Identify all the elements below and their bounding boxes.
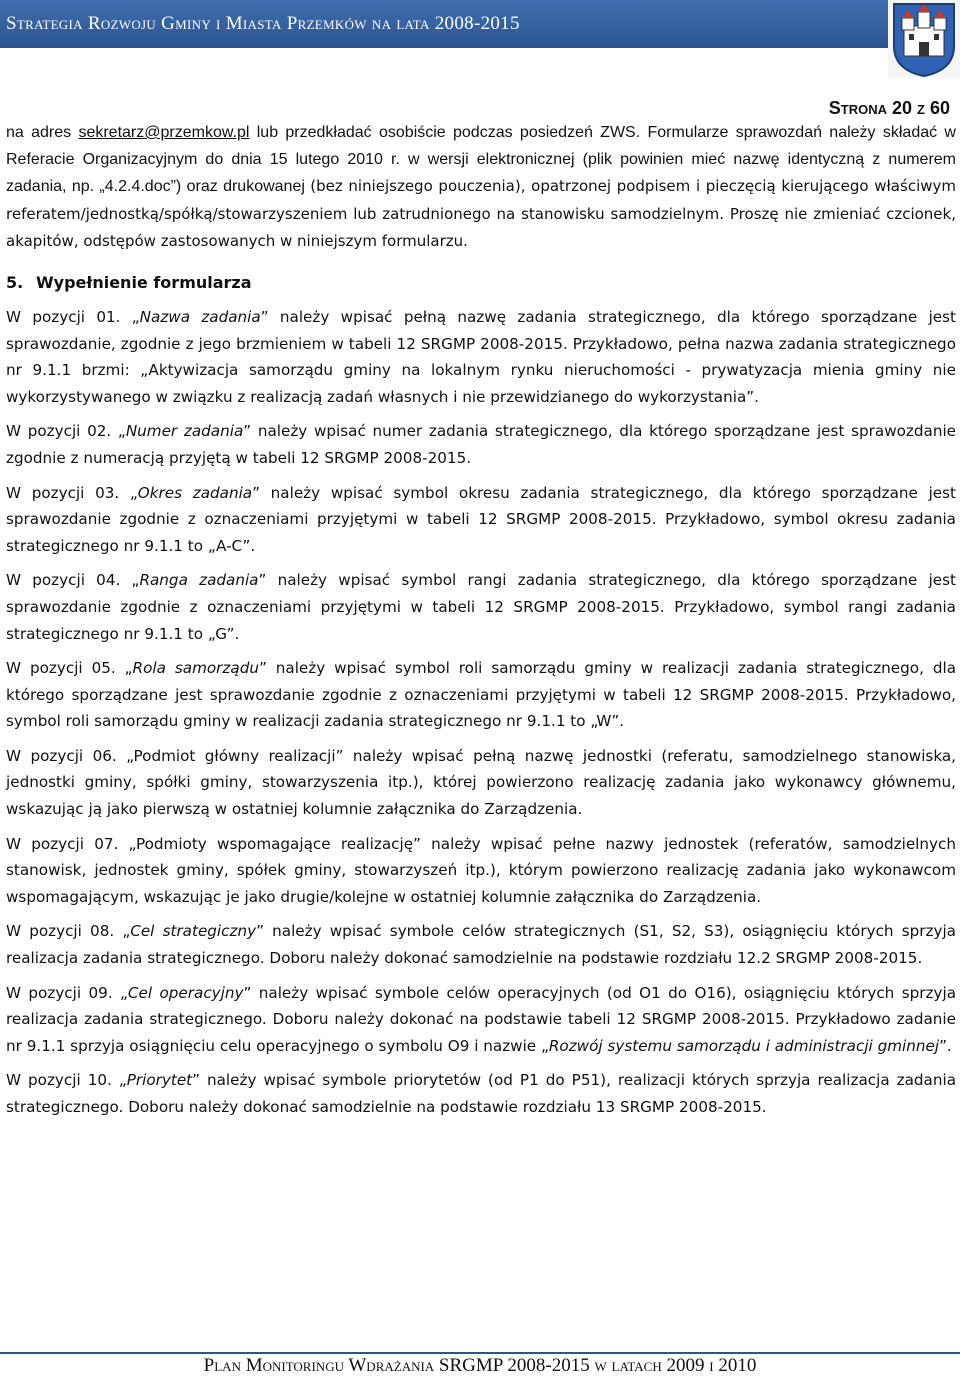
item-text: Podmiot główny realizacji” należy wpisać pełną nazwę jednostki (referatu, samodzielnego stanowiska, jednostki gminy, spółki gminy, stowarzyszenia itp.), której powierzono realizację zadania jako wykonawcy głównemu, wskazując ją jako pierwszą w ostatniej kolumnie załącznika do Zarządzenia.: [6, 746, 956, 819]
field-name: Ranga zadania: [139, 571, 259, 590]
instruction-item: [6, 743, 956, 823]
coat-of-arms-icon: [888, 0, 960, 78]
page-header: [0, 0, 960, 48]
field-name: Rola samorządu: [132, 659, 259, 678]
page-footer: Plan Monitoringu Wdrażania SRGMP 2008-2015 w latach 2009 i 2010: [0, 1352, 960, 1382]
section-title: Wypełnienie formularza: [36, 272, 252, 292]
instruction-item: [6, 831, 956, 911]
section-heading: [6, 270, 956, 296]
item-quoted-name: Rozwój systemu samorządu i administracji gminnej: [548, 1036, 940, 1055]
page-number: Strona 20 z 60: [828, 98, 950, 118]
instruction-item: [6, 304, 956, 410]
field-name: Okres zadania: [137, 483, 253, 502]
item-prefix: W pozycji 06. „: [6, 746, 134, 765]
item-text: ” należy wpisać symbol okresu zadania strategicznego, dla którego sporządzane jest sprawozdanie zgodnie z oznaczeniami przyjętymi w tabeli 12 SRGMP 2008-2015. Przykładowo, symbol okresu zadania strategicznego nr 9.1.1 to „A-C”.: [6, 483, 956, 555]
instruction-item: [6, 918, 956, 971]
instruction-item: [6, 567, 956, 647]
instruction-item: [6, 980, 956, 1060]
email-link[interactable]: sekretarz@przemkow.pl: [78, 124, 250, 141]
field-name: Priorytet: [126, 1071, 193, 1090]
field-name: Nazwa zadania: [139, 307, 261, 326]
item-text: ” należy wpisać symbole celów strategicznych (S1, S2, S3), osiągnięciu których sprzyja realizacja zadania strategicznego. Doboru należy dokonać samodzielnie na podstawie rozdziału 12.2 SRGMP 2008-2015.: [6, 922, 956, 968]
instruction-item: [6, 1067, 956, 1120]
item-text: ” należy wpisać numer zadania strategicznego, dla którego sporządzane jest sprawozdanie zgodnie z numeracją przyjętą w tabeli 12 SRGMP 2008-2015.: [6, 422, 957, 467]
document-body: [6, 120, 956, 1129]
section-number: 5.: [6, 272, 24, 292]
item-prefix: W pozycji 03. „: [6, 483, 138, 502]
item-text: ” należy wpisać symbol rangi zadania strategicznego, dla którego sporządzane jest sprawozdanie zgodnie z oznaczeniami przyjętymi w tabeli 12 SRGMP 2008-2015. Przykładowo, symbol rangi zadania strategicznego nr 9.1.1 to „G”.: [6, 571, 956, 643]
item-text: ” należy wpisać symbol roli samorządu gminy w realizacji zadania strategicznego, dla którego sporządzane jest sprawozdanie zgodnie z oznaczeniami przyjętymi w tabeli 12 SRGMP 2008-2015. Przykładowo, symbol roli samorządu gminy w realizacji zadania strategicznego nr 9.1.1 to „W”.: [6, 659, 957, 731]
field-name: Numer zadania: [125, 422, 244, 441]
intro-text-middle: lub przedkładać osobiście podczas posiedzeń ZWS. Formularze sprawozdań należy składać w Referacie Organizacyjnym do dnia 15 lutego 2010 r. w wersji elektronicznej (plik powinien mieć nazwę identyczną z numerem zadania, np. „4.2.4.doc”) oraz drukowanej: [6, 124, 956, 196]
intro-paragraph: [6, 120, 956, 256]
item-prefix: W pozycji 10. „: [6, 1071, 127, 1090]
item-text: ” należy wpisać symbole celów operacyjnych (od O1 do O16), osiągnięciu których sprzyja realizacja zadania strategicznego. Doboru należy dokonać na podstawie tabeli 12 SRGMP 2008-2015. Przykładowo zadanie nr 9.1.1 sprzyja osiągnięciu celu operacyjnego o symbolu O9 i nazwie „: [6, 983, 956, 1055]
item-tail: ”.: [939, 1036, 952, 1055]
field-name: Cel strategiczny: [130, 922, 257, 941]
item-prefix: W pozycji 04. „: [6, 571, 140, 590]
item-prefix: W pozycji 02. „: [6, 422, 126, 441]
item-prefix: W pozycji 07. „: [6, 834, 136, 853]
intro-text-end: (bez niniejszego pouczenia), opatrzonej podpisem i pieczęcią kierującego właściwym referatem/jednostką/spółką/stowarzyszeniem lub zatrudnionego na stanowisku samodzielnym. Proszę nie zmieniać czcionek, akapitów, odstępów zastosowanych w niniejszym formularzu.: [6, 177, 956, 251]
instruction-item: [6, 418, 956, 471]
item-prefix: W pozycji 05. „: [6, 659, 133, 678]
item-prefix: W pozycji 09. „: [6, 983, 128, 1002]
field-name: Cel operacyjny: [127, 983, 244, 1002]
header-title: Strategia Rozwoju Gminy i Miasta Przemków na lata 2008-2015: [6, 13, 520, 34]
item-prefix: W pozycji 01. „: [6, 307, 140, 326]
instruction-list: [6, 304, 956, 1121]
intro-text-start: na adres: [6, 124, 79, 141]
item-prefix: W pozycji 08. „: [6, 922, 131, 941]
instruction-item: [6, 480, 956, 560]
item-text: ” należy wpisać symbole priorytetów (od P1 do P51), realizacji których sprzyja realizacja zadania strategicznego. Doboru należy dokonać samodzielnie na podstawie rozdziału 13 SRGMP 2008-2015.: [6, 1071, 956, 1116]
item-text: ” należy wpisać pełną nazwę zadania strategicznego, dla którego sporządzane jest sprawozdanie, zgodnie z jego brzmieniem w tabeli 12 SRGMP 2008-2015. Przykładowo, pełna nazwa zadania strategicznego nr 9.1.1 brzmi: „Aktywizacja samorządu gminy na lokalnym rynku nieruchomości - prywatyzacja mienia gminy nie wykorzystywanego w związku z realizacją zadań własnych i nie przewidzianego do wykorzystania”.: [6, 307, 956, 406]
item-text: Podmioty wspomagające realizację” należy wpisać pełne nazwy jednostek (referatów, samodzielnych stanowisk, jednostek gminy, spółek gminy, stowarzyszeń itp.), którym powierzono realizację zadania jako wykonawcom wspomagającym, wskazując je jako drugie/kolejne w ostatniej kolumnie załącznika do Zarządzenia.: [6, 834, 956, 906]
instruction-item: [6, 655, 956, 735]
